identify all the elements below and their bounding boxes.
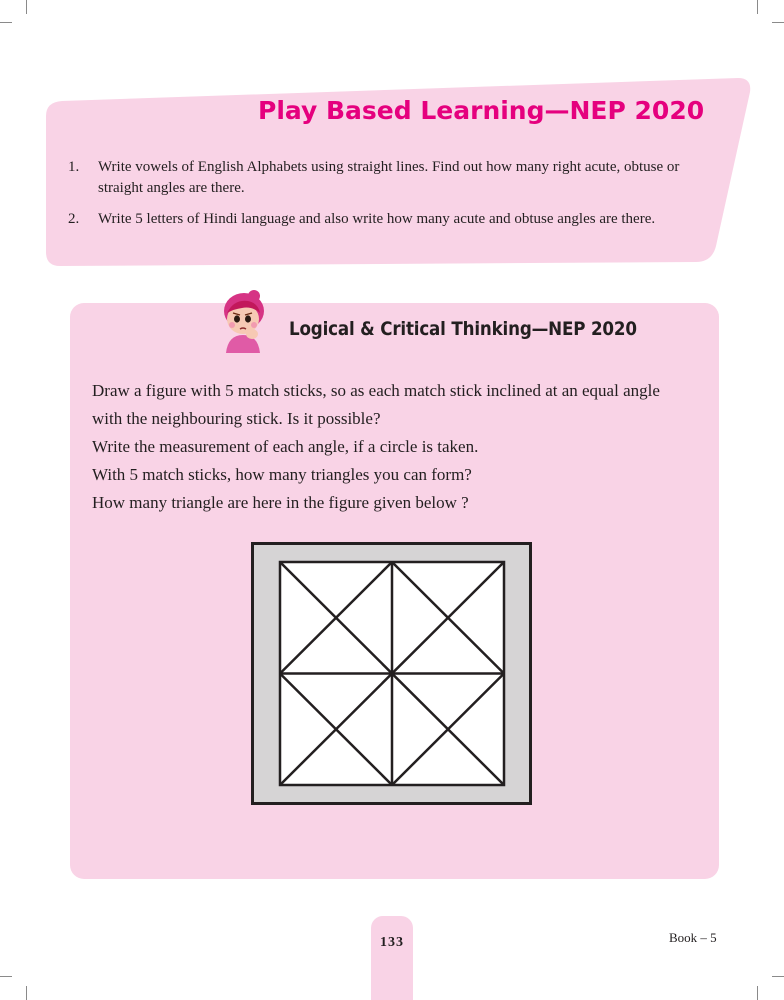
page-number-tab xyxy=(371,916,413,1000)
item-number: 2. xyxy=(68,211,80,227)
play-based-title: Play Based Learning—NEP 2020 xyxy=(258,96,705,125)
thinking-girl-icon xyxy=(216,289,274,353)
text-line: with the neighbouring stick. Is it possible? xyxy=(92,409,381,428)
item-number: 1. xyxy=(68,159,80,175)
logical-thinking-text xyxy=(92,377,712,517)
text-line: With 5 match sticks, how many triangles you can form? xyxy=(92,465,472,484)
item-text: Write vowels of English Alphabets using straight lines. Find out how many right acute, obtuse or straight angles are there. xyxy=(98,159,680,196)
list-item xyxy=(68,209,708,230)
text-line: How many triangle are here in the figure given below ? xyxy=(92,493,469,512)
page-number: 133 xyxy=(380,935,404,950)
list-item xyxy=(68,157,708,199)
crop-mark xyxy=(772,976,784,977)
play-based-panel xyxy=(0,0,784,300)
crop-mark xyxy=(0,976,12,977)
item-text: Write 5 letters of Hindi language and also write how many acute and obtuse angles are there. xyxy=(98,211,656,227)
text-line: Write the measurement of each angle, if a circle is taken. xyxy=(92,437,479,456)
crop-mark xyxy=(26,986,27,1000)
text-line: Draw a figure with 5 match sticks, so as each match stick inclined at an equal angle xyxy=(92,381,660,400)
play-based-list xyxy=(68,157,708,240)
triangle-figure xyxy=(251,542,532,805)
logical-thinking-title: Logical & Critical Thinking—NEP 2020 xyxy=(289,318,637,340)
book-label: Book – 5 xyxy=(669,930,717,945)
crop-mark xyxy=(757,986,758,1000)
